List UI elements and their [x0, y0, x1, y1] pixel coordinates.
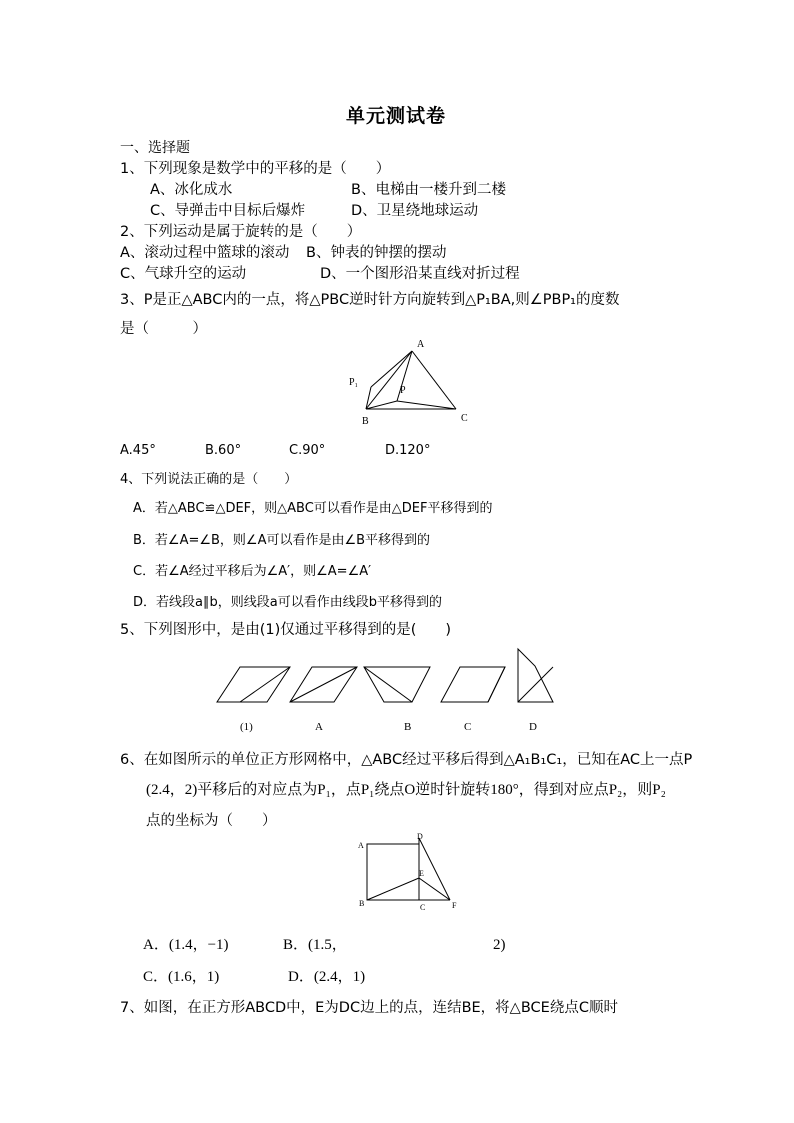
q6-line3: 点的坐标为（ ）	[146, 813, 277, 829]
q4-option-d: D．若线段a∥b，则线段a可以看作由线段b平移得到的	[133, 595, 442, 610]
q4-option-a: A．若△ABC≌△DEF，则△ABC可以看作是由△DEF平移得到的	[133, 501, 493, 516]
q3-label-a: A	[417, 339, 425, 350]
q6-label-e: E	[419, 869, 424, 878]
section-heading: 一、选择题	[120, 140, 190, 156]
q1-option-a: A、冰化成水	[150, 182, 233, 198]
q3-option-a: A.45°	[120, 443, 156, 458]
q3-label-p: P	[400, 385, 406, 396]
q6-option-c: C．(1.6，1)	[143, 969, 220, 985]
q6-line1: 6、在如图所示的单位正方形网格中，△ABC经过平移后得到△A₁B₁C₁，已知在AC上一点P	[120, 752, 693, 768]
page-title: 单元测试卷	[346, 105, 447, 127]
q3-stem-line2: 是（ ）	[120, 321, 207, 337]
q2-option-b: B、钟表的钟摆的摆动	[306, 245, 447, 261]
q1-option-b: B、电梯由一楼升到二楼	[351, 182, 506, 198]
q5-label-1: (1)	[240, 721, 253, 733]
q6-option-d: D．(2.4，1)	[288, 969, 366, 985]
q6-label-a: A	[358, 841, 364, 850]
q4-stem: 4、下列说法正确的是（ ）	[120, 472, 298, 487]
q5-label-c: C	[464, 721, 472, 733]
q5-label-d: D	[529, 721, 537, 733]
q2-option-a: A、滚动过程中篮球的滚动	[120, 245, 290, 261]
q3-stem-line1: 3、P是正△ABC内的一点，将△PBC逆时针方向旋转到△P₁BA,则∠PBP₁的度数	[120, 292, 620, 308]
q5-stem: 5、下列图形中，是由(1)仅通过平移得到的是( )	[120, 622, 452, 638]
q3-label-b: B	[362, 416, 369, 427]
q3-option-d: D.120°	[385, 443, 431, 458]
q2-option-d: D、一个图形沿某直线对折过程	[320, 266, 520, 282]
q3-label-c: C	[461, 413, 468, 424]
q2-option-c: C、气球升空的运动	[120, 266, 247, 282]
q6-line2: (2.4，2)平移后的对应点为P₁，点P₁绕点O逆时针旋转180°，得到对应点P₂，则P₂	[146, 782, 666, 798]
q5-label-a: A	[315, 721, 323, 733]
q4-option-c: C．若∠A经过平移后为∠A′，则∠A=∠A′	[133, 564, 372, 579]
q1-option-d: D、卫星绕地球运动	[351, 203, 479, 219]
q1-option-c: C、导弹击中目标后爆炸	[150, 203, 306, 219]
q1-stem: 1、下列现象是数学中的平移的是（ ）	[120, 161, 391, 177]
q3-option-c: C.90°	[289, 443, 326, 458]
q5-label-b: B	[404, 721, 412, 733]
q6-label-f: F	[452, 901, 457, 910]
q6-option-a: A．(1.4，−1)	[143, 937, 229, 953]
q7-line1: 7、如图，在正方形ABCD中，E为DC边上的点，连结BE，将△BCE绕点C顺时	[120, 1000, 618, 1016]
q3-label-p1: P₁	[349, 377, 359, 388]
q2-stem: 2、下列运动是属于旋转的是（ ）	[120, 224, 362, 240]
q6-label-c: C	[420, 903, 426, 912]
q6-label-d: D	[417, 832, 423, 841]
q4-option-b: B．若∠A=∠B，则∠A可以看作是由∠B平移得到的	[133, 533, 431, 548]
q6-option-b-left: B．(1.5，	[283, 937, 347, 953]
q3-option-b: B.60°	[205, 443, 242, 458]
q6-option-b-right: 2)	[493, 937, 506, 953]
q6-label-b: B	[359, 899, 365, 908]
